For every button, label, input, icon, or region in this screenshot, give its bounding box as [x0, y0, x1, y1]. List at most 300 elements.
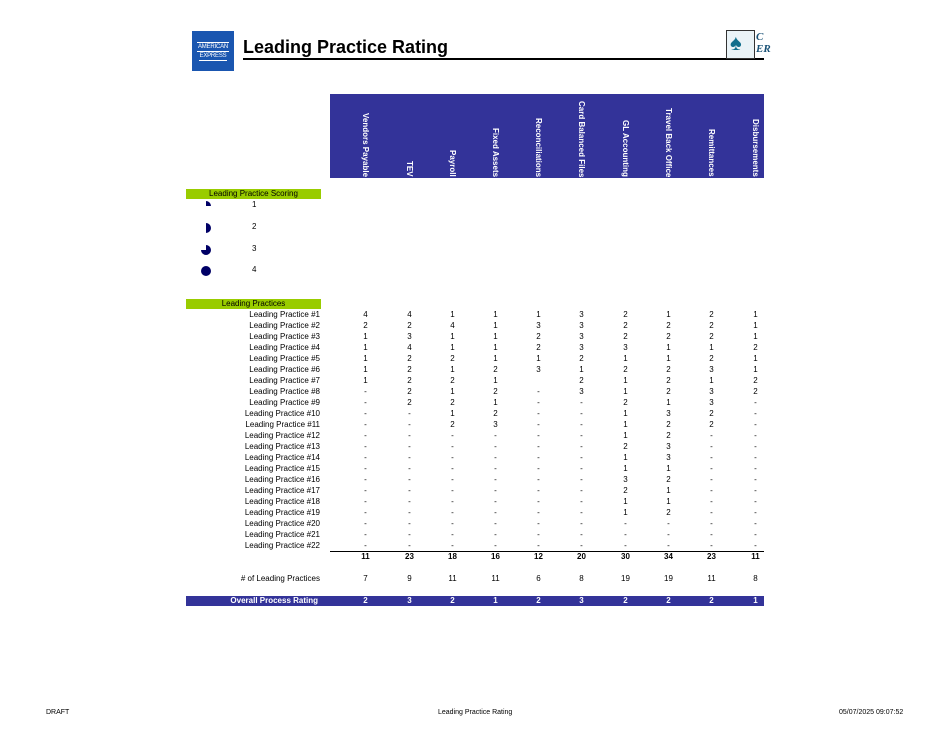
- rating-cell: 3: [536, 321, 541, 330]
- rating-cell: 3: [666, 409, 671, 418]
- rating-cell: 1: [666, 354, 671, 363]
- rating-cell: 1: [753, 365, 758, 374]
- rating-cell: 2: [536, 343, 541, 352]
- rating-cell: -: [537, 519, 540, 528]
- rating-cell: -: [537, 387, 540, 396]
- harvey-ball-icon: [200, 244, 212, 256]
- rating-cell: -: [408, 420, 411, 429]
- column-header-label: Vendors Payable: [361, 112, 370, 177]
- rating-cell: -: [754, 409, 757, 418]
- table-row: [186, 364, 766, 375]
- rating-cell: -: [364, 530, 367, 539]
- rating-cell: 2: [623, 486, 628, 495]
- rating-cell: 1: [363, 354, 368, 363]
- rating-cell: 34: [664, 552, 673, 561]
- rating-cell: -: [408, 453, 411, 462]
- rating-cell: 2: [407, 387, 412, 396]
- rating-cell: 1: [493, 376, 498, 385]
- footer-timestamp: 05/07/2025 09:07:52: [839, 709, 904, 716]
- rating-cell: -: [710, 530, 713, 539]
- rating-cell: -: [710, 497, 713, 506]
- column-header-label: TEV: [405, 161, 414, 177]
- column-header-label: Reconciliations: [534, 117, 543, 177]
- row-label: Leading Practice #5: [249, 354, 320, 363]
- rating-cell: 1: [450, 343, 455, 352]
- table-row: [186, 430, 766, 441]
- rating-cell: -: [408, 486, 411, 495]
- row-label: Leading Practice #18: [244, 497, 320, 506]
- rating-cell: -: [580, 508, 583, 517]
- table-row: [186, 485, 766, 496]
- scoring-level-label: 1: [252, 200, 257, 209]
- rating-cell: 2: [666, 431, 671, 440]
- rating-cell: -: [408, 497, 411, 506]
- rating-cell: 3: [407, 332, 412, 341]
- rating-cell: -: [451, 453, 454, 462]
- row-label: Leading Practice #16: [244, 475, 320, 484]
- rating-cell: 3: [579, 343, 584, 352]
- rating-cell: 2: [709, 409, 714, 418]
- totals-row: [186, 551, 766, 562]
- overall-rating-cell: 3: [407, 596, 412, 605]
- rating-cell: -: [451, 508, 454, 517]
- rating-cell: 2: [493, 365, 498, 374]
- table-row: [186, 309, 766, 320]
- table-row: [186, 540, 766, 551]
- rating-cell: -: [364, 409, 367, 418]
- rating-cell: 8: [753, 574, 758, 583]
- table-row: [186, 463, 766, 474]
- row-label: Leading Practice #13: [244, 442, 320, 451]
- rating-cell: -: [580, 486, 583, 495]
- rating-cell: -: [537, 541, 540, 550]
- table-row: [186, 342, 766, 353]
- table-row: [186, 529, 766, 540]
- rating-cell: -: [537, 497, 540, 506]
- rating-cell: -: [754, 519, 757, 528]
- overall-rating-cell: 2: [709, 596, 714, 605]
- rating-cell: 2: [666, 420, 671, 429]
- rating-cell: 1: [493, 398, 498, 407]
- rating-cell: 2: [709, 420, 714, 429]
- column-header-label: Payroll: [448, 150, 457, 177]
- rating-cell: 1: [753, 332, 758, 341]
- rating-cell: 2: [407, 398, 412, 407]
- overall-rating-cell: 2: [623, 596, 628, 605]
- rating-cell: -: [580, 409, 583, 418]
- rating-cell: 1: [623, 420, 628, 429]
- rating-cell: 3: [709, 365, 714, 374]
- rating-cell: 30: [621, 552, 630, 561]
- rating-cell: 2: [450, 376, 455, 385]
- rating-cell: 6: [536, 574, 541, 583]
- row-label: Leading Practice #11: [245, 420, 320, 429]
- rating-cell: -: [408, 442, 411, 451]
- rating-cell: 12: [534, 552, 543, 561]
- overall-rating-cell: 2: [666, 596, 671, 605]
- column-header-label: Fixed Assets: [491, 127, 500, 177]
- rating-cell: 2: [623, 398, 628, 407]
- rating-cell: -: [451, 464, 454, 473]
- rating-cell: 1: [753, 310, 758, 319]
- rating-cell: -: [667, 530, 670, 539]
- rating-cell: -: [364, 453, 367, 462]
- row-label: Leading Practice #22: [244, 541, 320, 550]
- rating-cell: -: [451, 431, 454, 440]
- rating-cell: 1: [623, 508, 628, 517]
- rating-cell: -: [537, 442, 540, 451]
- rating-cell: -: [580, 530, 583, 539]
- harvey-ball-fill: [206, 201, 211, 206]
- rating-cell: -: [580, 442, 583, 451]
- column-header-1: [344, 94, 387, 178]
- rating-cell: 1: [623, 497, 628, 506]
- rating-cell: -: [451, 541, 454, 550]
- rating-cell: 4: [407, 343, 412, 352]
- rating-cell: -: [580, 475, 583, 484]
- rating-cell: -: [710, 464, 713, 473]
- harvey-ball-fill: [206, 223, 211, 233]
- rating-cell: 2: [579, 354, 584, 363]
- partner-logo-text: C ER: [756, 31, 771, 55]
- rating-cell: -: [408, 530, 411, 539]
- rating-cell: -: [754, 453, 757, 462]
- rating-cell: 2: [709, 321, 714, 330]
- row-label: Leading Practice #8: [249, 387, 320, 396]
- rating-cell: 2: [709, 354, 714, 363]
- rating-cell: 2: [363, 321, 368, 330]
- rating-cell: -: [754, 541, 757, 550]
- rating-cell: 2: [407, 321, 412, 330]
- rating-cell: -: [494, 464, 497, 473]
- harvey-ball-icon: [200, 265, 212, 277]
- rating-cell: -: [451, 497, 454, 506]
- rating-cell: 2: [407, 365, 412, 374]
- rating-cell: -: [364, 497, 367, 506]
- rating-cell: -: [408, 519, 411, 528]
- column-header-label: GL Accounting: [621, 120, 630, 177]
- rating-cell: -: [494, 475, 497, 484]
- rating-cell: -: [580, 431, 583, 440]
- rating-cell: 2: [753, 387, 758, 396]
- rating-cell: 2: [623, 310, 628, 319]
- column-header-4: [474, 94, 517, 178]
- rating-cell: -: [754, 508, 757, 517]
- rating-cell: 1: [450, 332, 455, 341]
- rating-cell: -: [364, 442, 367, 451]
- rating-cell: -: [667, 519, 670, 528]
- rating-cell: -: [494, 508, 497, 517]
- rating-cell: -: [537, 508, 540, 517]
- rating-cell: 2: [450, 398, 455, 407]
- scoring-level-2: [200, 222, 260, 234]
- rating-cell: 2: [666, 321, 671, 330]
- rating-cell: 1: [493, 321, 498, 330]
- rating-cell: -: [364, 464, 367, 473]
- practices-title: Leading Practices: [186, 299, 321, 309]
- row-label: Leading Practice #20: [244, 519, 320, 528]
- rating-cell: 3: [709, 398, 714, 407]
- rating-cell: -: [754, 497, 757, 506]
- harvey-ball-fill: [201, 266, 211, 276]
- rating-cell: 1: [450, 387, 455, 396]
- rating-cell: 2: [709, 332, 714, 341]
- rating-cell: -: [754, 530, 757, 539]
- row-label: Leading Practice #15: [244, 464, 320, 473]
- rating-cell: -: [537, 409, 540, 418]
- rating-cell: 1: [493, 343, 498, 352]
- rating-cell: -: [494, 486, 497, 495]
- rating-cell: 11: [751, 552, 760, 561]
- row-label: Leading Practice #9: [249, 398, 320, 407]
- rating-cell: 1: [666, 464, 671, 473]
- rating-cell: -: [364, 486, 367, 495]
- table-row: [186, 419, 766, 430]
- rating-cell: 4: [407, 310, 412, 319]
- rating-cell: -: [494, 519, 497, 528]
- rating-cell: 2: [666, 387, 671, 396]
- rating-cell: 2: [623, 321, 628, 330]
- table-row: [186, 496, 766, 507]
- row-label: Leading Practice #6: [249, 365, 320, 374]
- footer-title: Leading Practice Rating: [438, 709, 513, 716]
- row-label: Leading Practice #21: [244, 530, 320, 539]
- rating-cell: -: [451, 475, 454, 484]
- rating-cell: 18: [448, 552, 457, 561]
- rating-cell: 23: [405, 552, 414, 561]
- row-label: Leading Practice #2: [249, 321, 320, 330]
- table-row: [186, 518, 766, 529]
- rating-cell: 9: [407, 574, 412, 583]
- rating-cell: -: [754, 431, 757, 440]
- rating-cell: -: [494, 530, 497, 539]
- rating-cell: 2: [623, 442, 628, 451]
- scoring-level-label: 4: [252, 265, 257, 274]
- rating-cell: -: [451, 519, 454, 528]
- rating-cell: -: [537, 420, 540, 429]
- overall-rating-cell: 1: [753, 596, 758, 605]
- rating-cell: -: [754, 420, 757, 429]
- table-row: [186, 386, 766, 397]
- harvey-ball-icon: [200, 200, 212, 212]
- row-label: Leading Practice #12: [244, 431, 320, 440]
- column-header-label: Remittances: [707, 129, 716, 177]
- rating-cell: 2: [407, 376, 412, 385]
- rating-cell: 1: [623, 409, 628, 418]
- rating-cell: 2: [493, 387, 498, 396]
- rating-cell: 3: [623, 475, 628, 484]
- rating-cell: 1: [623, 387, 628, 396]
- row-label: Leading Practice #7: [249, 376, 320, 385]
- rating-cell: -: [494, 453, 497, 462]
- rating-cell: -: [364, 475, 367, 484]
- rating-cell: 11: [707, 574, 716, 583]
- rating-cell: -: [580, 420, 583, 429]
- rating-cell: -: [754, 475, 757, 484]
- rating-cell: 1: [493, 354, 498, 363]
- rating-cell: 20: [577, 552, 586, 561]
- rating-cell: -: [624, 519, 627, 528]
- table-row: [186, 320, 766, 331]
- rating-cell: 3: [666, 442, 671, 451]
- rating-cell: 1: [623, 453, 628, 462]
- rating-cell: 1: [579, 365, 584, 374]
- leading-practice-count-row: [186, 573, 766, 584]
- rating-cell: 2: [666, 475, 671, 484]
- rating-cell: -: [408, 464, 411, 473]
- rating-cell: -: [580, 519, 583, 528]
- american-express-logo: AMERICAN EXPRESS: [192, 31, 234, 71]
- rating-cell: -: [580, 497, 583, 506]
- rating-cell: 11: [448, 574, 457, 583]
- rating-cell: 1: [363, 343, 368, 352]
- scoring-level-1: [200, 200, 260, 212]
- rating-cell: -: [754, 442, 757, 451]
- rating-cell: 1: [536, 310, 541, 319]
- rating-cell: 16: [491, 552, 500, 561]
- rating-cell: 1: [363, 376, 368, 385]
- column-header-9: [690, 94, 733, 178]
- rating-cell: 7: [363, 574, 368, 583]
- column-header-label: Disbursements: [751, 119, 760, 177]
- rating-cell: -: [710, 486, 713, 495]
- rating-cell: -: [580, 453, 583, 462]
- column-header-7: [604, 94, 647, 178]
- rating-cell: 2: [579, 376, 584, 385]
- rating-cell: 2: [450, 420, 455, 429]
- rating-cell: 2: [450, 354, 455, 363]
- rating-cell: 1: [666, 486, 671, 495]
- rating-cell: -: [710, 475, 713, 484]
- scoring-title: Leading Practice Scoring: [186, 189, 321, 199]
- rating-cell: -: [710, 431, 713, 440]
- rating-cell: 1: [623, 464, 628, 473]
- rating-cell: -: [364, 541, 367, 550]
- rating-cell: -: [364, 431, 367, 440]
- rating-cell: 1: [450, 310, 455, 319]
- rating-cell: -: [580, 541, 583, 550]
- rating-cell: 1: [666, 497, 671, 506]
- rating-cell: 1: [623, 431, 628, 440]
- title-underline: [243, 58, 764, 60]
- rating-cell: -: [364, 398, 367, 407]
- rating-cell: 19: [621, 574, 630, 583]
- rating-cell: 1: [623, 354, 628, 363]
- rating-cell: -: [537, 475, 540, 484]
- rating-cell: 3: [579, 310, 584, 319]
- rating-cell: 3: [623, 343, 628, 352]
- row-label: Leading Practice #3: [249, 332, 320, 341]
- row-label: Leading Practice #19: [244, 508, 320, 517]
- overall-rating-cell: 2: [536, 596, 541, 605]
- rating-cell: 1: [623, 376, 628, 385]
- rating-cell: 1: [450, 365, 455, 374]
- rating-cell: 8: [579, 574, 584, 583]
- rating-cell: 4: [450, 321, 455, 330]
- rating-cell: 23: [707, 552, 716, 561]
- rating-cell: -: [667, 541, 670, 550]
- row-label: Leading Practice #4: [249, 343, 320, 352]
- rating-cell: 3: [666, 453, 671, 462]
- partner-logo: [726, 30, 771, 59]
- rating-cell: 2: [407, 354, 412, 363]
- row-label: Leading Practice #17: [244, 486, 320, 495]
- row-label: Leading Practice #14: [244, 453, 320, 462]
- rating-cell: -: [408, 508, 411, 517]
- page-title: Leading Practice Rating: [243, 37, 449, 57]
- rating-cell: -: [754, 464, 757, 473]
- rating-cell: 3: [493, 420, 498, 429]
- row-label: # of Leading Practices: [240, 574, 320, 583]
- rating-cell: 1: [363, 365, 368, 374]
- overall-rating-cell: 1: [493, 596, 498, 605]
- overall-rating-cell: 2: [450, 596, 455, 605]
- rating-cell: 2: [753, 343, 758, 352]
- rating-cell: 2: [623, 365, 628, 374]
- column-header-label: Travel Back Office: [664, 107, 673, 177]
- rating-cell: 2: [536, 332, 541, 341]
- rating-cell: 1: [666, 343, 671, 352]
- rating-cell: -: [710, 508, 713, 517]
- totals-rule: [330, 551, 764, 552]
- rating-cell: 2: [493, 409, 498, 418]
- overall-rating-cell: 2: [363, 596, 368, 605]
- rating-cell: -: [408, 475, 411, 484]
- rating-cell: 1: [666, 310, 671, 319]
- overall-label: Overall Process Rating: [230, 596, 318, 605]
- rating-cell: 1: [753, 354, 758, 363]
- rating-cell: 2: [666, 332, 671, 341]
- overall-rating-cell: 3: [579, 596, 584, 605]
- column-header-2: [388, 94, 431, 178]
- rating-cell: 19: [664, 574, 673, 583]
- table-row: [186, 452, 766, 463]
- rating-cell: 1: [753, 321, 758, 330]
- rating-cell: -: [364, 519, 367, 528]
- table-row: [186, 375, 766, 386]
- rating-cell: -: [364, 387, 367, 396]
- rating-cell: 1: [709, 343, 714, 352]
- rating-cell: 3: [579, 321, 584, 330]
- row-label: Leading Practice #10: [244, 409, 320, 418]
- rating-cell: -: [624, 541, 627, 550]
- footer-draft: DRAFT: [46, 709, 70, 716]
- rating-cell: 1: [493, 332, 498, 341]
- rating-cell: -: [451, 530, 454, 539]
- table-row: [186, 353, 766, 364]
- harvey-ball-fill: [201, 245, 211, 255]
- table-row: [186, 441, 766, 452]
- rating-cell: -: [537, 464, 540, 473]
- rating-cell: 1: [536, 354, 541, 363]
- rating-cell: -: [494, 442, 497, 451]
- scoring-level-label: 2: [252, 222, 257, 231]
- rating-cell: 2: [666, 365, 671, 374]
- rating-cell: -: [494, 541, 497, 550]
- rating-cell: -: [754, 398, 757, 407]
- rating-cell: 3: [579, 387, 584, 396]
- harvey-ball-icon: [200, 222, 212, 234]
- rating-cell: -: [451, 486, 454, 495]
- column-header-6: [560, 94, 603, 178]
- scoring-level-label: 3: [252, 244, 257, 253]
- rating-cell: -: [537, 398, 540, 407]
- table-row: [186, 507, 766, 518]
- rating-cell: -: [537, 453, 540, 462]
- rating-cell: 2: [666, 508, 671, 517]
- row-label: Leading Practice #1: [249, 310, 320, 319]
- scoring-level-4: [200, 265, 260, 277]
